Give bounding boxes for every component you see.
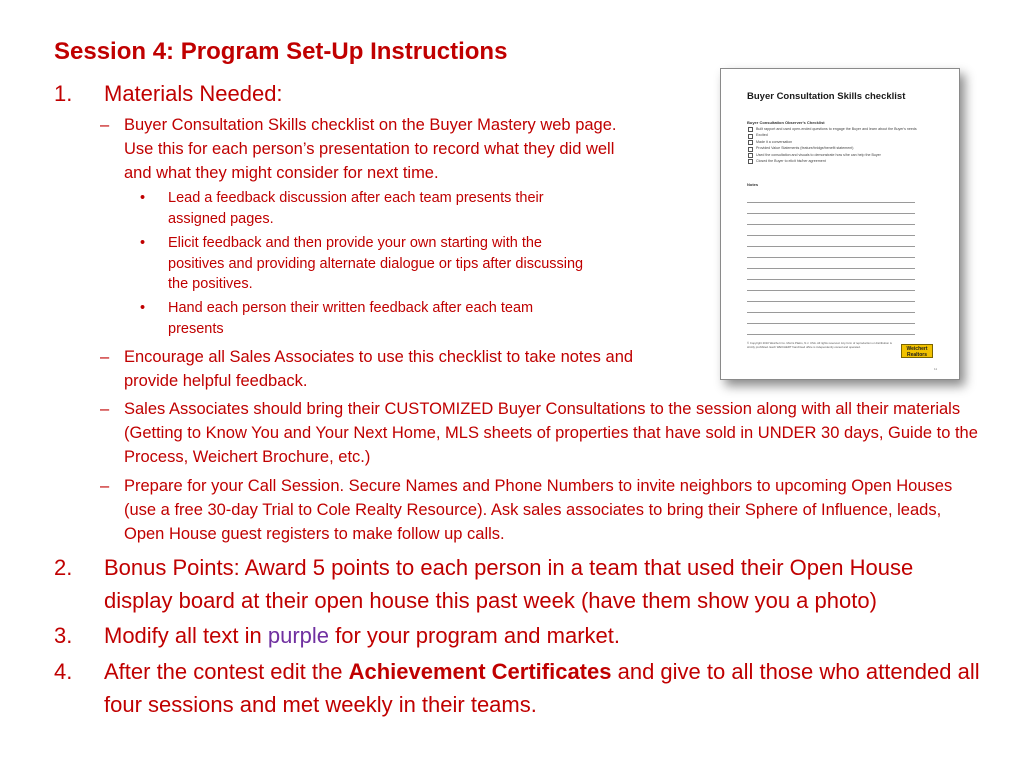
sub-dash: – <box>100 477 110 495</box>
bullet-text: Elicit feedback and then provide your own starting with the positives and providing alternate dialogue or tips after discussing the positives. <box>168 235 584 292</box>
text-before: Modify all text in <box>104 623 268 648</box>
sub-text: Prepare for your Call Session. Secure Names and Phone Numbers to invite neighbors to upcoming Open Houses (use a free 30-day Trial to Cole Realty Resource). Ask sales associates to bring their Sphere of Influence, leads, Open House guest registers to make follow up calls. <box>124 477 953 543</box>
sub-text: Sales Associates should bring their CUSTOMIZED Buyer Consultations to the session along with all their materials (Getting to Know You and Your Next Home, MLS sheets of properties that have sold in UNDER 30 days, Guide to the Process, Weichert Brochure, etc.) <box>124 400 978 466</box>
notes-line <box>747 224 915 225</box>
sub-item-checklist <box>100 113 620 185</box>
sub-dash: – <box>100 348 110 366</box>
list-number: 4. <box>54 659 73 684</box>
thumbnail-subtitle: Buyer Consultation Observer's Checklist <box>747 120 825 125</box>
notes-line <box>747 323 915 324</box>
text-after: and give to all those who attended all four sessions and met weekly in their teams. <box>104 659 980 717</box>
bullet-dot: • <box>140 300 146 316</box>
notes-line <box>747 202 915 203</box>
notes-line <box>747 334 915 335</box>
list-number: 3. <box>54 623 73 648</box>
text-after: for your program and market. <box>329 623 621 648</box>
list-text: Materials Needed: <box>104 81 283 106</box>
thumbnail-page-number: 11 <box>934 367 938 371</box>
notes-line <box>747 213 915 214</box>
list-text <box>104 655 984 721</box>
notes-line <box>747 279 915 280</box>
bullet-item-1 <box>140 188 590 229</box>
notes-line <box>747 312 915 313</box>
bullet-text: Hand each person their written feedback after each team presents <box>168 300 534 337</box>
sub-item-customized <box>100 397 980 469</box>
bold-text: Achievement Certificates <box>348 659 612 684</box>
thumbnail-copyright: © Copyright 2010 Weichert Co. Morris Plains, N.J. USA. All rights reserved. Any form of reproduction or distribution is strictly prohibited. Each WEICHERT franchised office is independently owned and operated. <box>747 341 892 349</box>
text-before: After the contest edit the <box>104 659 349 684</box>
notes-line <box>747 290 915 291</box>
list-number: 2. <box>54 555 73 580</box>
slide-title: Session 4: Program Set-Up Instructions <box>54 38 508 65</box>
checklist-item: Excited <box>747 132 947 138</box>
checklist-item: Built rapport and used open-ended questions to engage the Buyer and learn about the Buyer's needs <box>747 126 947 132</box>
sub-text: Buyer Consultation Skills checklist on the Buyer Mastery web page. Use this for each person’s presentation to record what they did well and what they might consider for next time. <box>124 116 617 182</box>
bullet-dot: • <box>140 235 146 251</box>
checklist-thumbnail <box>720 68 960 380</box>
bullet-dot: • <box>140 190 146 206</box>
thumbnail-title: Buyer Consultation Skills checklist <box>747 91 906 102</box>
list-text: Bonus Points: Award 5 points to each person in a team that used their Open House display board at their open house this past week (have them show you a photo) <box>104 555 914 613</box>
sub-item-call-session <box>100 474 980 546</box>
list-text <box>104 619 984 652</box>
checklist-item: Used the consultation and visuals to demonstrate how s/he can help the Buyer <box>747 152 947 158</box>
notes-line <box>747 257 915 258</box>
notes-line <box>747 301 915 302</box>
sub-text: Encourage all Sales Associates to use this checklist to take notes and provide helpful feedback. <box>124 348 634 390</box>
purple-word: purple <box>267 623 329 648</box>
list-number: 1. <box>54 81 73 106</box>
list-item-2 <box>54 551 984 617</box>
bullet-item-2 <box>140 233 590 295</box>
sub-dash: – <box>100 116 110 134</box>
bullet-text: Lead a feedback discussion after each team presents their assigned pages. <box>168 190 544 227</box>
weichert-logo <box>901 344 933 358</box>
checklist-item: Made it a conversation <box>747 139 947 145</box>
notes-line <box>747 235 915 236</box>
thumbnail-items <box>747 126 947 164</box>
thumbnail-notes-label: Notes <box>747 182 759 187</box>
notes-line <box>747 246 915 247</box>
bullet-item-3 <box>140 298 590 339</box>
logo-line-1: Weichert <box>906 346 928 352</box>
list-item-3 <box>54 619 984 652</box>
sub-item-encourage <box>100 345 645 393</box>
list-item-4 <box>54 655 984 721</box>
checklist-item: Closed the Buyer to elicit his/her agreement <box>747 158 947 164</box>
notes-line <box>747 268 915 269</box>
sub-dash: – <box>100 400 110 418</box>
checklist-item: Provided Value Statements (feature/bridge/benefit statement) <box>747 145 947 151</box>
logo-line-2: Realtors <box>906 352 927 358</box>
